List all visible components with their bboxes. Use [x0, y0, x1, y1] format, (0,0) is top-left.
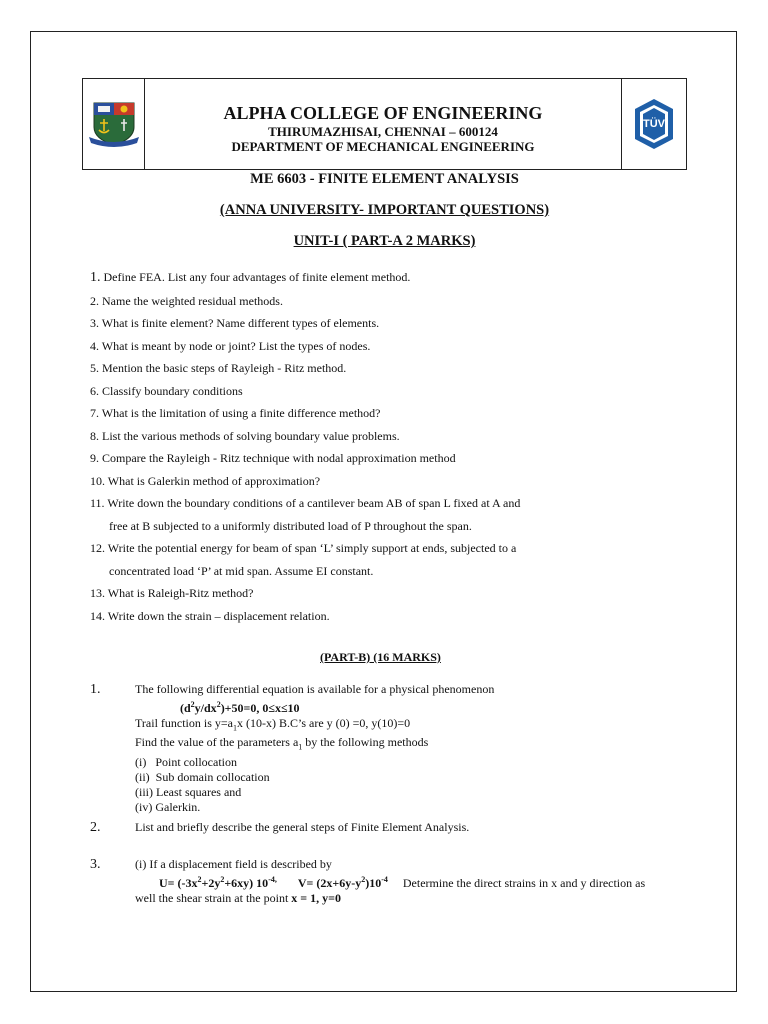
- part-b-title: (PART-B) (16 MARKS): [320, 650, 441, 664]
- department-name: DEPARTMENT OF MECHANICAL ENGINEERING: [231, 139, 535, 154]
- q3-displacement: $U= (-3x^2+2y^2+6xy)$ $10^{-4,}$ $V= (2x+6y-y^2)10^{-4}$ Determine the direct strains in x and y direction as: [159, 875, 646, 890]
- q1-find: Find the value of the parameters $a_1$ by the following methods: [135, 735, 429, 752]
- right-logo-cell: [621, 79, 686, 169]
- q1-trial-function: Trail function is $y=a_1x$ (10-x) B.C’s are y (0) =0, y(10)=0: [135, 716, 411, 733]
- tuv-logo-text: TÜV: [643, 118, 665, 130]
- college-name: ALPHA COLLEGE OF ENGINEERING: [223, 103, 543, 123]
- part-a-question: 6. Classify boundary conditions: [90, 383, 243, 398]
- q1-equation: $(d^2y/dx^2)+50=0$, 0≤x≤10: [180, 700, 300, 715]
- part-b-question-3: 3. (i) If a displacement field is described by $U= (-3x^2+2y^2+6xy)$ $10^{-4,}$ $V= (2x+6y-y^2)10^{-4}$ Determine the direct strains in x and y direction as well the shear strain at the point x = 1, y=0: [90, 857, 680, 906]
- part-a-question: 7. What is the limitation of using a finite difference method?: [90, 406, 381, 420]
- tuv-certification-icon: [631, 97, 677, 151]
- header-box: [82, 78, 687, 170]
- part-a-question: 11. Write down the boundary conditions of a cantilever beam AB of span L fixed at A and: [90, 496, 521, 510]
- part-a-question: 13. What is Raleigh-Ritz method?: [90, 586, 254, 600]
- q2-text: List and briefly describe the general steps of Finite Element Analysis.: [135, 820, 470, 834]
- unit-title: UNIT-I ( PART-A 2 MARKS): [293, 233, 476, 249]
- part-a-question-continuation: free at B subjected to a uniformly distributed load of P throughout the span.: [109, 518, 472, 533]
- part-a-question: 3. What is finite element? Name different types of elements.: [90, 316, 380, 330]
- college-address: THIRUMAZHISAI, CHENNAI – 600124: [268, 124, 498, 139]
- part-a-question-continuation: concentrated load ‘P’ at mid span. Assume EI constant.: [109, 563, 374, 578]
- header-center: [145, 79, 621, 169]
- part-a-question: 5. Mention the basic steps of Rayleigh - Ritz method.: [90, 361, 347, 375]
- part-b-question-1: 1. The following differential equation is available for a physical phenomenon $(d^2y/dx^2)+50=0$, 0≤x≤10 Trail function is $y=a_1x$ (10-x) B.C’s are y (0) =0, y(10)=0 Find the value of the parameters $a_1$ by the following methods (i) Point collocation (ii) Sub domain collocation (iii) Least squares and (iv) Galerkin.: [90, 682, 680, 815]
- part-b-question-2: 2. List and briefly describe the general steps of Finite Element Analysis.: [90, 820, 680, 835]
- q1-method: (ii) Sub domain collocation: [135, 769, 270, 784]
- part-a-questions: [90, 266, 690, 627]
- q3-intro: (i) If a displacement field is described by: [135, 857, 332, 871]
- part-a-question: 4. What is meant by node or joint? List the types of nodes.: [90, 338, 371, 353]
- anna-university-title: (ANNA UNIVERSITY- IMPORTANT QUESTIONS): [219, 202, 550, 218]
- course-title: ME 6603 - FINITE ELEMENT ANALYSIS: [250, 171, 519, 187]
- part-a-question: 1. Define FEA. List any four advantages of finite element method.: [90, 270, 411, 285]
- q1-method: (iii) Least squares and: [135, 784, 242, 799]
- part-a-question: 8. List the various methods of solving boundary value problems.: [90, 428, 400, 443]
- college-crest-icon: [87, 99, 141, 149]
- q1-intro: The following differential equation is available for a physical phenomenon: [135, 682, 495, 696]
- part-a-question: 2. Name the weighted residual methods.: [90, 293, 283, 308]
- part-a-question: 10. What is Galerkin method of approximation?: [90, 473, 321, 488]
- part-a-question: 12. Write the potential energy for beam of span ‘L’ simply support at ends, subjected to a: [90, 541, 517, 555]
- part-a-question: 14. Write down the strain – displacement relation.: [90, 608, 330, 623]
- part-a-question: 9. Compare the Rayleigh - Ritz technique with nodal approximation method: [90, 451, 456, 465]
- left-logo-cell: [83, 79, 145, 169]
- q1-method: (i) Point collocation: [135, 754, 237, 769]
- document-titles: [82, 170, 687, 250]
- q1-method: (iv) Galerkin.: [135, 799, 201, 814]
- q3-point: well the shear strain at the point x = 1, y=0: [135, 891, 341, 905]
